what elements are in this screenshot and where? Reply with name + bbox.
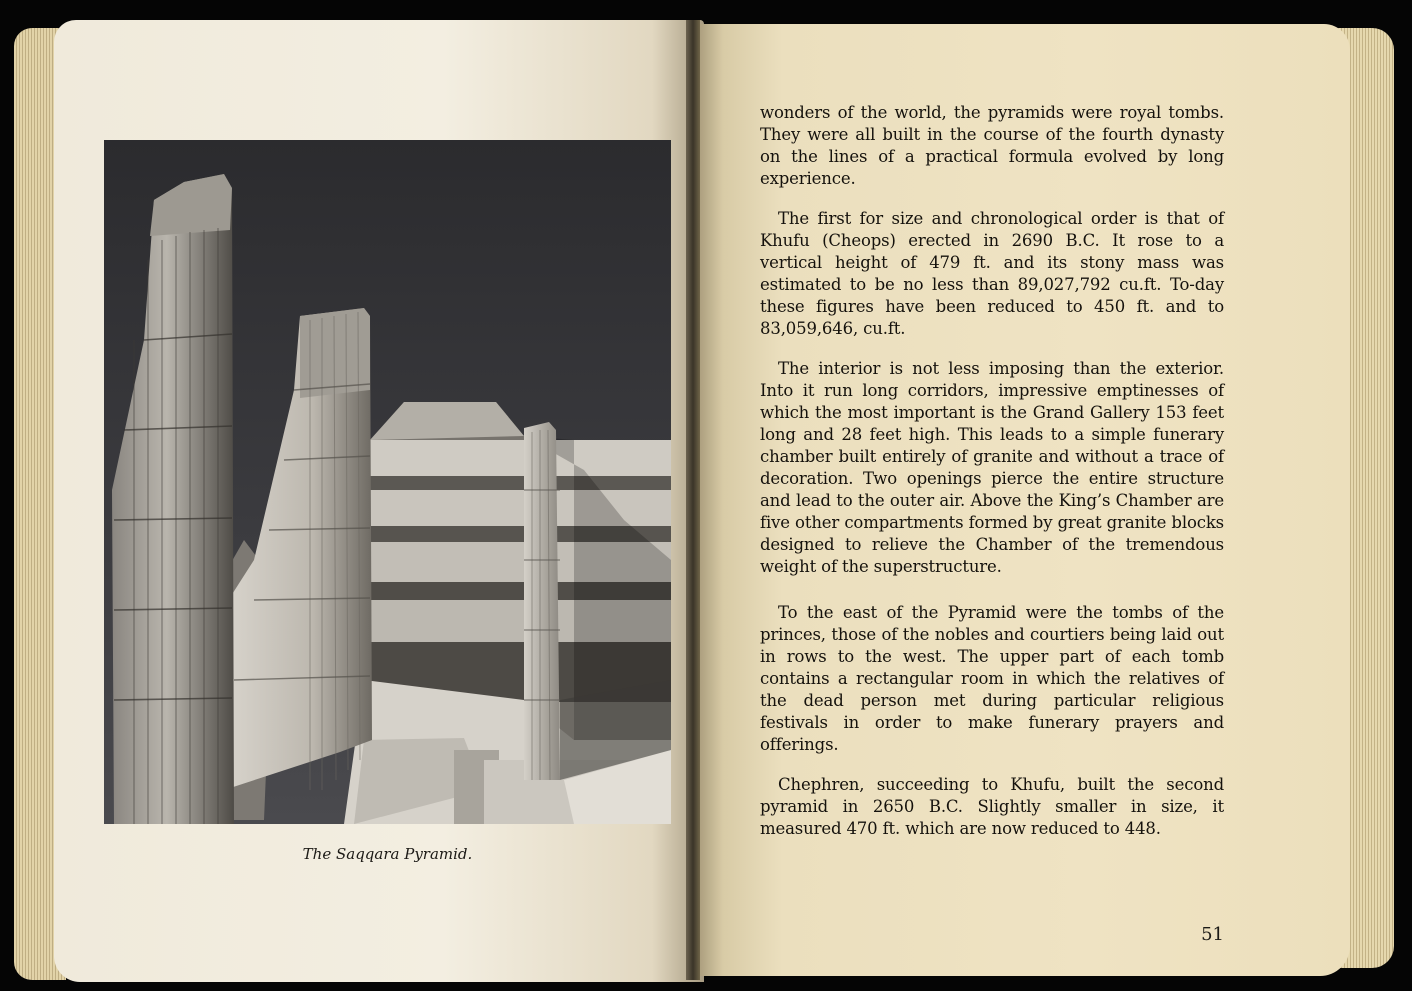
saqqara-pyramid-photo [104, 140, 671, 824]
paragraph: The first for size and chronological order is that of Khufu (Cheops) erected in 2690 B.C. It rose to a vertical height of 479 ft. and its stony mass was estimated to be no less than 89,027,792 cu.ft. To-day these figures have been reduced to 450 ft. and to 83,059,646, cu.ft. [760, 209, 1224, 338]
paragraph: Chephren, succeeding to Khufu, built the second pyramid in 2650 B.C. Slightly smaller in size, it measured 470 ft. which are now reduced to 448. [760, 775, 1224, 838]
paragraph: The interior is not less imposing than the exterior. Into it run long corridors, impressive emptinesses of which the most important is the Grand Gallery 153 feet long and 28 feet high. This leads to a simple funerary chamber built entirely of granite and without a trace of decoration. Two openings pierce the entire structure and lead to the outer air. Above the King’s Chamber are five other compartments formed by great granite blocks designed to relieve the Chamber of the tremendous weight of the superstructure. [760, 359, 1224, 576]
paragraph: To the east of the Pyramid were the tombs of the princes, those of the nobles and courtiers being laid out in rows to the west. The upper part of each tomb contains a rectangular room in which the relatives of the dead person met during particular religious festivals in order to make funerary prayers and offerings. [760, 603, 1224, 754]
page-number: 51 [1201, 924, 1224, 945]
figure-caption: The Saqqara Pyramid. [302, 845, 473, 863]
column-right [524, 422, 560, 780]
right-page-text [760, 102, 1224, 840]
book-gutter [686, 20, 700, 980]
paragraph: wonders of the world, the pyramids were royal tombs. They were all built in the course of the fourth dynasty on the lines of a practical formula evolved by long experience. [760, 103, 1224, 188]
